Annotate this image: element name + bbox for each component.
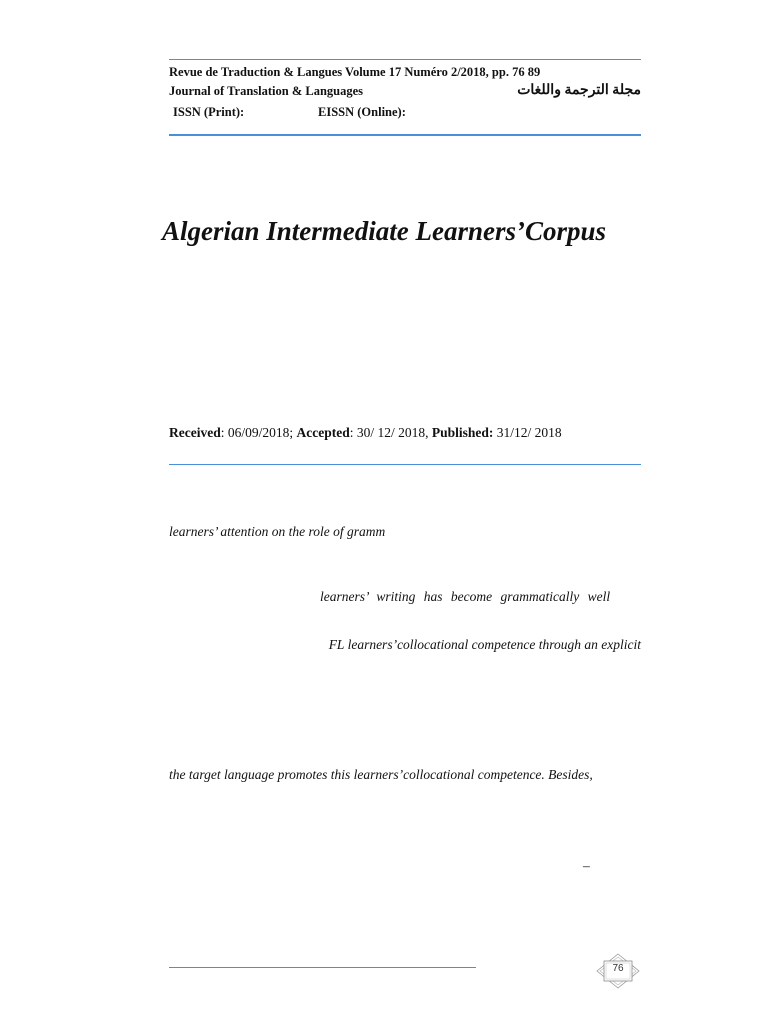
journal-french-line: Revue de Traduction & Langues Volume 17 Numéro 2/2018, pp. 76 89 xyxy=(169,65,541,79)
abstract-fragment-4: the target language promotes this learners’collocational competence. Besides, xyxy=(169,767,593,782)
page-number: 76 xyxy=(612,963,624,974)
article-dates xyxy=(169,425,562,441)
page-number-badge xyxy=(596,953,640,989)
accepted-date: : 30/ 12/ 2018, xyxy=(349,425,432,440)
published-label: Published: xyxy=(431,425,494,440)
abstract-dash: – xyxy=(583,858,590,873)
issn-print-label: ISSN (Print): xyxy=(173,105,245,119)
abstract-fragment-2: learners’ writing has become grammatically well xyxy=(320,589,611,604)
journal-english-line: Journal of Translation & Languages xyxy=(169,84,364,98)
abstract-fragment-3: FL learners’collocational competence through an explicit xyxy=(328,637,641,652)
footnote-rule xyxy=(169,967,476,968)
eissn-online-label: EISSN (Online): xyxy=(318,105,406,119)
header-bottom-rule xyxy=(169,134,641,136)
accepted-label: Accepted xyxy=(296,425,350,440)
journal-arabic-title: مجلة الترجمة واللغات xyxy=(517,83,641,98)
dates-divider-rule xyxy=(169,464,641,465)
article-title: Algerian Intermediate Learners’Corpus xyxy=(161,216,607,246)
received-date: : 06/09/2018; xyxy=(220,425,297,440)
header-top-rule xyxy=(169,59,641,60)
published-date: 31/12/ 2018 xyxy=(493,425,562,440)
abstract-fragment-1: learners’ attention on the role of gramm xyxy=(169,524,386,539)
received-label: Received xyxy=(169,425,221,440)
